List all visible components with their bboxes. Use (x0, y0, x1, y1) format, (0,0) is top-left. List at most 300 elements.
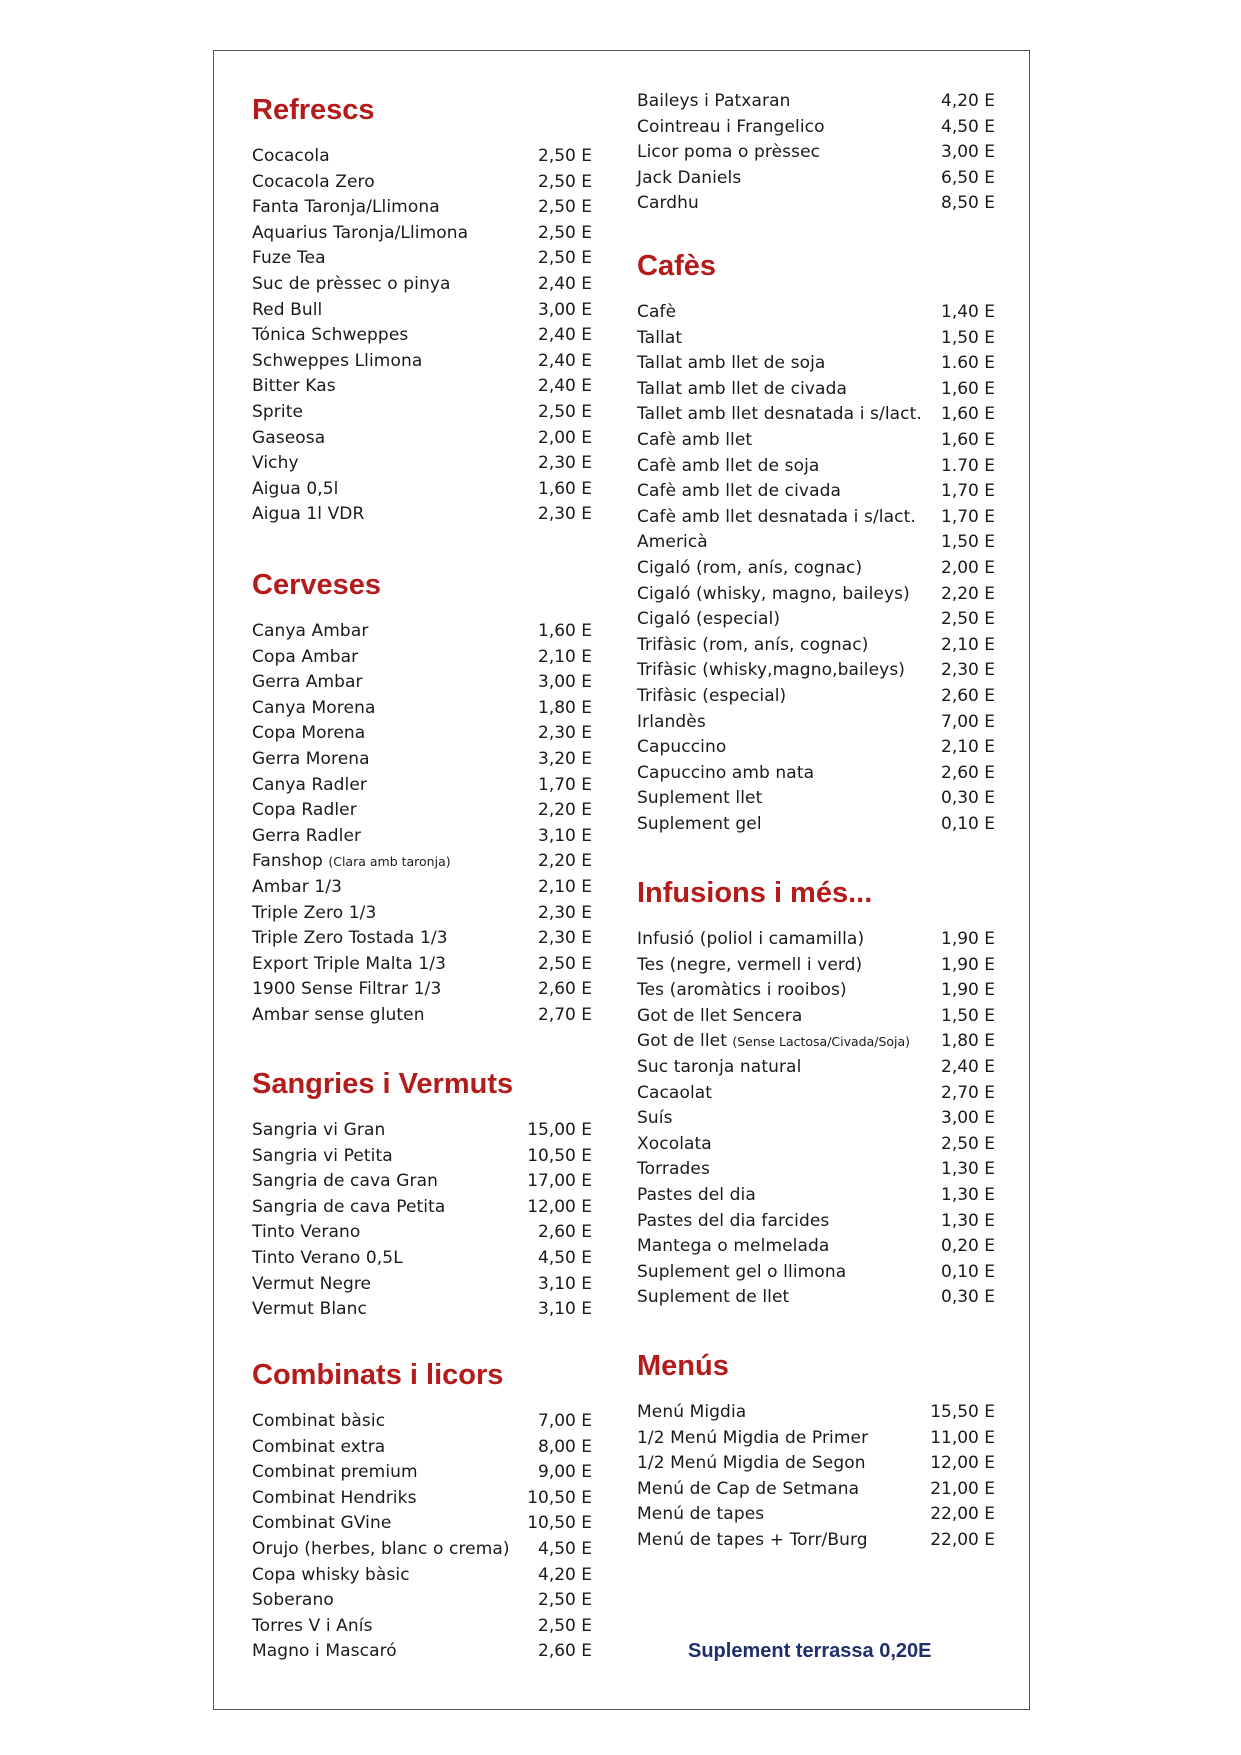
item-price: 3,00 E (538, 672, 592, 693)
item-price: 7,00 E (538, 1411, 592, 1431)
menu-item (252, 246, 592, 272)
item-price: 3,00 E (941, 142, 995, 163)
item-price: 1,90 E (941, 929, 995, 949)
menu-item (252, 221, 592, 247)
item-price: 17,00 E (527, 1171, 592, 1192)
section-licors-continued (637, 89, 995, 217)
item-name: Sprite (252, 401, 304, 422)
item-price: 1,50 E (941, 327, 995, 348)
item-price: 1,60 E (538, 478, 592, 499)
item-name: Menú Migdia (637, 1402, 747, 1422)
item-price: 2,60 E (941, 685, 995, 706)
item-name: Menú de tapes (637, 1504, 765, 1525)
item-price: 2,60 E (538, 1641, 592, 1662)
menu-item (637, 140, 995, 166)
item-name: Capuccino (637, 737, 727, 758)
menu-item (252, 977, 592, 1003)
item-name: Cafè (637, 302, 677, 322)
item-name: Sangria de cava Gran (252, 1171, 438, 1192)
item-price: 2,10 E (538, 646, 592, 667)
item-price: 15,00 E (527, 1120, 592, 1140)
menu-item (637, 1081, 995, 1107)
item-price: 0,10 E (941, 813, 995, 834)
item-name: Got de llet (637, 1031, 727, 1052)
item-price: 2,30 E (538, 902, 592, 923)
menu-item (252, 670, 592, 696)
item-name: Vichy (252, 453, 299, 474)
menu-item (637, 658, 995, 684)
menu-item (252, 926, 592, 952)
item-price: 2,40 E (538, 325, 592, 346)
item-name: 1/2 Menú Migdia de Segon (637, 1453, 866, 1474)
item-price: 3,10 E (538, 825, 592, 846)
item-price: 2,30 E (941, 660, 995, 681)
item-name: Torres V i Anís (252, 1615, 373, 1636)
item-name: Suplement gel o llimona (637, 1261, 847, 1282)
item-name: Canya Morena (252, 697, 376, 718)
menu-item (252, 1563, 592, 1589)
item-price: 2,50 E (538, 222, 592, 243)
item-name: Export Triple Malta 1/3 (252, 953, 446, 974)
menu-item (637, 607, 995, 633)
item-name: Tallat amb llet de soja (637, 353, 826, 374)
item-name: Canya Radler (252, 774, 367, 795)
item-name: Triple Zero Tostada 1/3 (252, 928, 448, 949)
menu-item (637, 1209, 995, 1235)
item-name: Red Bull (252, 299, 323, 320)
item-name: Cocacola Zero (252, 171, 375, 192)
menu-item (637, 300, 995, 326)
menu-item (637, 1055, 995, 1081)
menu-item (637, 505, 995, 531)
menu-item (252, 1486, 592, 1512)
menu-item (252, 721, 592, 747)
menu-item (637, 191, 995, 217)
menu-item (637, 1400, 995, 1426)
item-price: 7,00 E (941, 711, 995, 732)
menu-item (252, 272, 592, 298)
item-price: 2,60 E (941, 762, 995, 783)
menu-item (252, 195, 592, 221)
menu-item (252, 400, 592, 426)
item-price: 1,50 E (941, 532, 995, 553)
menu-item (637, 115, 995, 141)
item-name: Pastes del dia (637, 1184, 756, 1205)
menu-item (637, 556, 995, 582)
item-price: 10,50 E (527, 1513, 592, 1534)
item-name: Pastes del dia farcides (637, 1210, 830, 1231)
menu-item (637, 1004, 995, 1030)
menu-item (637, 479, 995, 505)
item-price: 1,60 E (941, 429, 995, 450)
item-name: Cointreau i Frangelico (637, 116, 825, 137)
item-name: Orujo (herbes, blanc o crema) (252, 1538, 510, 1559)
item-name: Sangria vi Gran (252, 1120, 386, 1140)
item-name: Tinto Verano (252, 1222, 361, 1243)
item-price: 4,50 E (941, 116, 995, 137)
menu-item (252, 1118, 592, 1144)
section-heading: Refrescs (252, 94, 375, 126)
menu-item (637, 735, 995, 761)
menu-item (637, 953, 995, 979)
item-name: Copa Morena (252, 723, 366, 744)
item-price: 1.70 E (941, 455, 995, 476)
menu-item (252, 1297, 592, 1323)
menu-item (637, 1502, 995, 1528)
menu-item (252, 875, 592, 901)
item-name: Triple Zero 1/3 (252, 902, 377, 923)
menu-item (252, 619, 592, 645)
menu-item (252, 170, 592, 196)
item-name: Suc de prèssec o pinya (252, 273, 451, 294)
item-name: Combinat extra (252, 1436, 386, 1457)
menu-item (637, 1234, 995, 1260)
menu-item (252, 901, 592, 927)
item-price: 2,40 E (538, 273, 592, 294)
menu-item (252, 645, 592, 671)
item-price: 0,10 E (941, 1261, 995, 1282)
item-price: 4,50 E (538, 1247, 592, 1268)
menu-item (637, 1528, 995, 1554)
item-name: Combinat bàsic (252, 1411, 386, 1431)
item-price: 6,50 E (941, 167, 995, 188)
item-name: Magno i Mascaró (252, 1641, 397, 1662)
menu-item (252, 144, 592, 170)
section-heading: Cafès (637, 250, 716, 282)
item-name: Cigaló (whisky, magno, baileys) (637, 583, 910, 604)
item-name: Xocolata (637, 1133, 712, 1154)
item-price: 2,20 E (538, 800, 592, 821)
item-name: Copa Ambar (252, 646, 359, 667)
item-price: 3,20 E (538, 748, 592, 769)
item-price: 0,30 E (941, 1287, 995, 1308)
menu-item (252, 374, 592, 400)
item-price: 2,50 E (538, 1615, 592, 1636)
item-name: Gerra Ambar (252, 672, 363, 693)
menu-item (252, 1614, 592, 1640)
item-price: 2,10 E (538, 876, 592, 897)
menu-item (252, 1272, 592, 1298)
item-price: 2,50 E (538, 248, 592, 269)
item-price: 22,00 E (930, 1529, 995, 1550)
menu-item (252, 952, 592, 978)
item-name: Canya Ambar (252, 621, 369, 641)
item-price: 3,10 E (538, 1273, 592, 1294)
item-price: 2,00 E (941, 557, 995, 578)
item-name: Trifàsic (especial) (637, 685, 787, 706)
menu-item (252, 1246, 592, 1272)
menu-item (252, 773, 592, 799)
menu-item (252, 1639, 592, 1665)
item-price: 2,40 E (538, 376, 592, 397)
item-price: 0,30 E (941, 788, 995, 809)
item-name: Gerra Morena (252, 748, 370, 769)
item-price: 1,40 E (941, 302, 995, 322)
section-heading: Menús (637, 1350, 729, 1382)
item-price: 2,50 E (538, 146, 592, 166)
item-note: (Clara amb taronja) (328, 854, 451, 870)
item-price: 12,00 E (930, 1453, 995, 1474)
menu-item (637, 1477, 995, 1503)
menu-item (252, 747, 592, 773)
menu-item (637, 1426, 995, 1452)
menu-item (252, 798, 592, 824)
menu-item (637, 633, 995, 659)
item-name: Irlandès (637, 711, 706, 732)
item-price: 2,70 E (941, 1082, 995, 1103)
item-price: 2,30 E (538, 928, 592, 949)
menu-item (252, 696, 592, 722)
menu-item (637, 402, 995, 428)
item-name: Tinto Verano 0,5L (252, 1247, 403, 1268)
item-price: 1,30 E (941, 1184, 995, 1205)
menu-item (637, 428, 995, 454)
item-price: 1,80 E (941, 1031, 995, 1052)
menu-item (252, 477, 592, 503)
item-name: Licor poma o prèssec (637, 142, 821, 163)
item-price: 2,30 E (538, 504, 592, 525)
item-name: Suplement de llet (637, 1287, 790, 1308)
item-name: Tallat amb llet de civada (637, 378, 847, 399)
item-price: 2,60 E (538, 1222, 592, 1243)
item-price: 2,10 E (941, 737, 995, 758)
item-price: 1,90 E (941, 980, 995, 1001)
item-name: Cocacola (252, 146, 330, 166)
section-cafes (637, 248, 995, 837)
item-price: 2,20 E (538, 851, 592, 872)
item-name: 1900 Sense Filtrar 1/3 (252, 979, 442, 1000)
item-price: 15,50 E (930, 1402, 995, 1422)
menu-item (252, 1537, 592, 1563)
item-name: Cafè amb llet desnatada i s/lact. (637, 506, 916, 527)
section-menus (637, 1348, 995, 1554)
item-name: Fuze Tea (252, 248, 326, 269)
menu-item (637, 710, 995, 736)
item-name: Combinat premium (252, 1462, 418, 1483)
item-price: 0,20 E (941, 1236, 995, 1257)
menu-item (252, 824, 592, 850)
menu-item (637, 582, 995, 608)
menu-item (637, 786, 995, 812)
menu-item (637, 1106, 995, 1132)
item-name: Mantega o melmelada (637, 1236, 830, 1257)
item-price: 1.60 E (941, 353, 995, 374)
item-name: Cacaolat (637, 1082, 713, 1103)
menu-item (252, 1144, 592, 1170)
item-price: 1,70 E (941, 506, 995, 527)
terrace-supplement-note: Suplement terrassa 0,20E (688, 1640, 932, 1662)
menu-item (252, 1169, 592, 1195)
item-price: 2,70 E (538, 1004, 592, 1025)
menu-item (637, 1285, 995, 1311)
item-name: Fanta Taronja/Llimona (252, 197, 440, 218)
item-name: Menú de Cap de Setmana (637, 1478, 860, 1499)
menu-item (637, 1029, 995, 1055)
item-name: Suplement llet (637, 788, 763, 809)
menu-item (637, 89, 995, 115)
item-name: Tónica Schweppes (252, 325, 409, 346)
menu-item (252, 349, 592, 375)
menu-item (637, 530, 995, 556)
item-price: 2,40 E (941, 1056, 995, 1077)
item-price: 1,70 E (941, 481, 995, 502)
item-name: Menú de tapes + Torr/Burg (637, 1529, 868, 1550)
item-name: Capuccino amb nata (637, 762, 815, 783)
item-name: Copa whisky bàsic (252, 1564, 410, 1585)
item-price: 2,50 E (538, 171, 592, 192)
menu-item (252, 1195, 592, 1221)
menu-item (252, 1435, 592, 1461)
item-name: Tallet amb llet desnatada i s/lact. (637, 404, 922, 425)
item-name: Combinat Hendriks (252, 1487, 417, 1508)
item-name: Fanshop (252, 851, 323, 872)
item-price: 3,00 E (941, 1108, 995, 1129)
menu-item (637, 166, 995, 192)
item-name: Ambar 1/3 (252, 876, 343, 897)
item-name: Cafè amb llet (637, 429, 753, 450)
item-price: 2,50 E (941, 609, 995, 630)
item-name: Aquarius Taronja/Llimona (252, 222, 469, 243)
item-name: Vermut Negre (252, 1273, 372, 1294)
item-name: Combinat GVine (252, 1513, 392, 1534)
item-price: 3,10 E (538, 1299, 592, 1320)
item-name: Cafè amb llet de civada (637, 481, 841, 502)
item-name: Tallat (637, 327, 683, 348)
menu-item (252, 298, 592, 324)
section-refrescs (252, 92, 592, 528)
item-name: Got de llet Sencera (637, 1005, 803, 1026)
item-price: 2,40 E (538, 350, 592, 371)
item-name: Tes (negre, vermell i verd) (637, 954, 863, 975)
menu-item (637, 1183, 995, 1209)
item-price: 21,00 E (930, 1478, 995, 1499)
item-price: 2,30 E (538, 453, 592, 474)
item-price: 12,00 E (527, 1196, 592, 1217)
item-name: Jack Daniels (637, 167, 742, 188)
item-name: Cigaló (rom, anís, cognac) (637, 557, 863, 578)
item-name: Schweppes Llimona (252, 350, 423, 371)
item-price: 11,00 E (930, 1427, 995, 1448)
section-cerveses (252, 567, 592, 1029)
item-price: 1,30 E (941, 1210, 995, 1231)
menu-item (637, 377, 995, 403)
menu-item (252, 1409, 592, 1435)
item-name: Trifàsic (whisky,magno,baileys) (637, 660, 906, 681)
item-name: Tes (aromàtics i rooibos) (637, 980, 847, 1001)
item-note: (Sense Lactosa/Civada/Soja) (732, 1034, 911, 1050)
item-price: 2,50 E (538, 1590, 592, 1611)
menu-item (252, 1511, 592, 1537)
item-price: 1,80 E (538, 697, 592, 718)
menu-item (252, 451, 592, 477)
item-name: Ambar sense gluten (252, 1004, 425, 1025)
item-name: Soberano (252, 1590, 334, 1611)
item-name: Cardhu (637, 193, 699, 214)
menu-item (637, 761, 995, 787)
item-price: 2,10 E (941, 634, 995, 655)
item-name: Copa Radler (252, 800, 357, 821)
item-price: 2,50 E (538, 401, 592, 422)
item-price: 3,00 E (538, 299, 592, 320)
item-price: 4,20 E (941, 91, 995, 111)
item-name: Suís (637, 1108, 673, 1129)
item-name: Aigua 1l VDR (252, 504, 365, 525)
item-price: 2,50 E (941, 1133, 995, 1154)
menu-item (637, 1451, 995, 1477)
item-name: Suplement gel (637, 813, 762, 834)
item-price: 4,20 E (538, 1564, 592, 1585)
menu-item (252, 502, 592, 528)
item-price: 2,50 E (538, 953, 592, 974)
item-name: Baileys i Patxaran (637, 91, 791, 111)
item-price: 2,50 E (538, 197, 592, 218)
section-heading: Combinats i licors (252, 1359, 504, 1391)
item-name: Trifàsic (rom, anís, cognac) (637, 634, 869, 655)
item-name: Gaseosa (252, 427, 326, 448)
item-price: 2,30 E (538, 723, 592, 744)
item-price: 2,60 E (538, 979, 592, 1000)
menu-item (637, 1132, 995, 1158)
section-heading: Cerveses (252, 569, 381, 601)
item-name: Bitter Kas (252, 376, 336, 397)
menu-item (252, 1003, 592, 1029)
item-name: Sangria vi Petita (252, 1145, 393, 1166)
item-name: Cafè amb llet de soja (637, 455, 820, 476)
menu-item (637, 812, 995, 838)
item-name: Infusió (poliol i camamilla) (637, 929, 865, 949)
menu-item (637, 326, 995, 352)
item-price: 10,50 E (527, 1487, 592, 1508)
menu-item (252, 426, 592, 452)
menu-item (252, 1588, 592, 1614)
item-name: Torrades (637, 1159, 710, 1180)
menu-item (252, 849, 592, 875)
item-price: 1,60 E (941, 378, 995, 399)
item-price: 22,00 E (930, 1504, 995, 1525)
item-name: Vermut Blanc (252, 1299, 367, 1320)
menu-item (252, 1460, 592, 1486)
item-name: Sangria de cava Petita (252, 1196, 446, 1217)
section-heading: Infusions i més... (637, 877, 873, 909)
menu-item (637, 351, 995, 377)
item-price: 10,50 E (527, 1145, 592, 1166)
item-price: 9,00 E (538, 1462, 592, 1483)
menu-item (252, 1220, 592, 1246)
menu-item (252, 323, 592, 349)
section-combinats-licors (252, 1357, 592, 1665)
item-name: Cigaló (especial) (637, 609, 781, 630)
section-sangries-vermuts (252, 1066, 592, 1323)
item-price: 8,50 E (941, 193, 995, 214)
item-price: 4,50 E (538, 1538, 592, 1559)
item-price: 1,90 E (941, 954, 995, 975)
menu-item (637, 978, 995, 1004)
item-price: 1,70 E (538, 774, 592, 795)
item-name: Suc taronja natural (637, 1056, 802, 1077)
item-price: 2,00 E (538, 427, 592, 448)
item-price: 8,00 E (538, 1436, 592, 1457)
item-price: 2,20 E (941, 583, 995, 604)
item-name: Gerra Radler (252, 825, 362, 846)
menu-item (637, 454, 995, 480)
item-price: 1,30 E (941, 1159, 995, 1180)
item-price: 1,60 E (941, 404, 995, 425)
item-name: 1/2 Menú Migdia de Primer (637, 1427, 869, 1448)
section-heading: Sangries i Vermuts (252, 1068, 514, 1100)
menu-item (637, 684, 995, 710)
menu-item (637, 1157, 995, 1183)
item-price: 1,60 E (538, 621, 592, 641)
